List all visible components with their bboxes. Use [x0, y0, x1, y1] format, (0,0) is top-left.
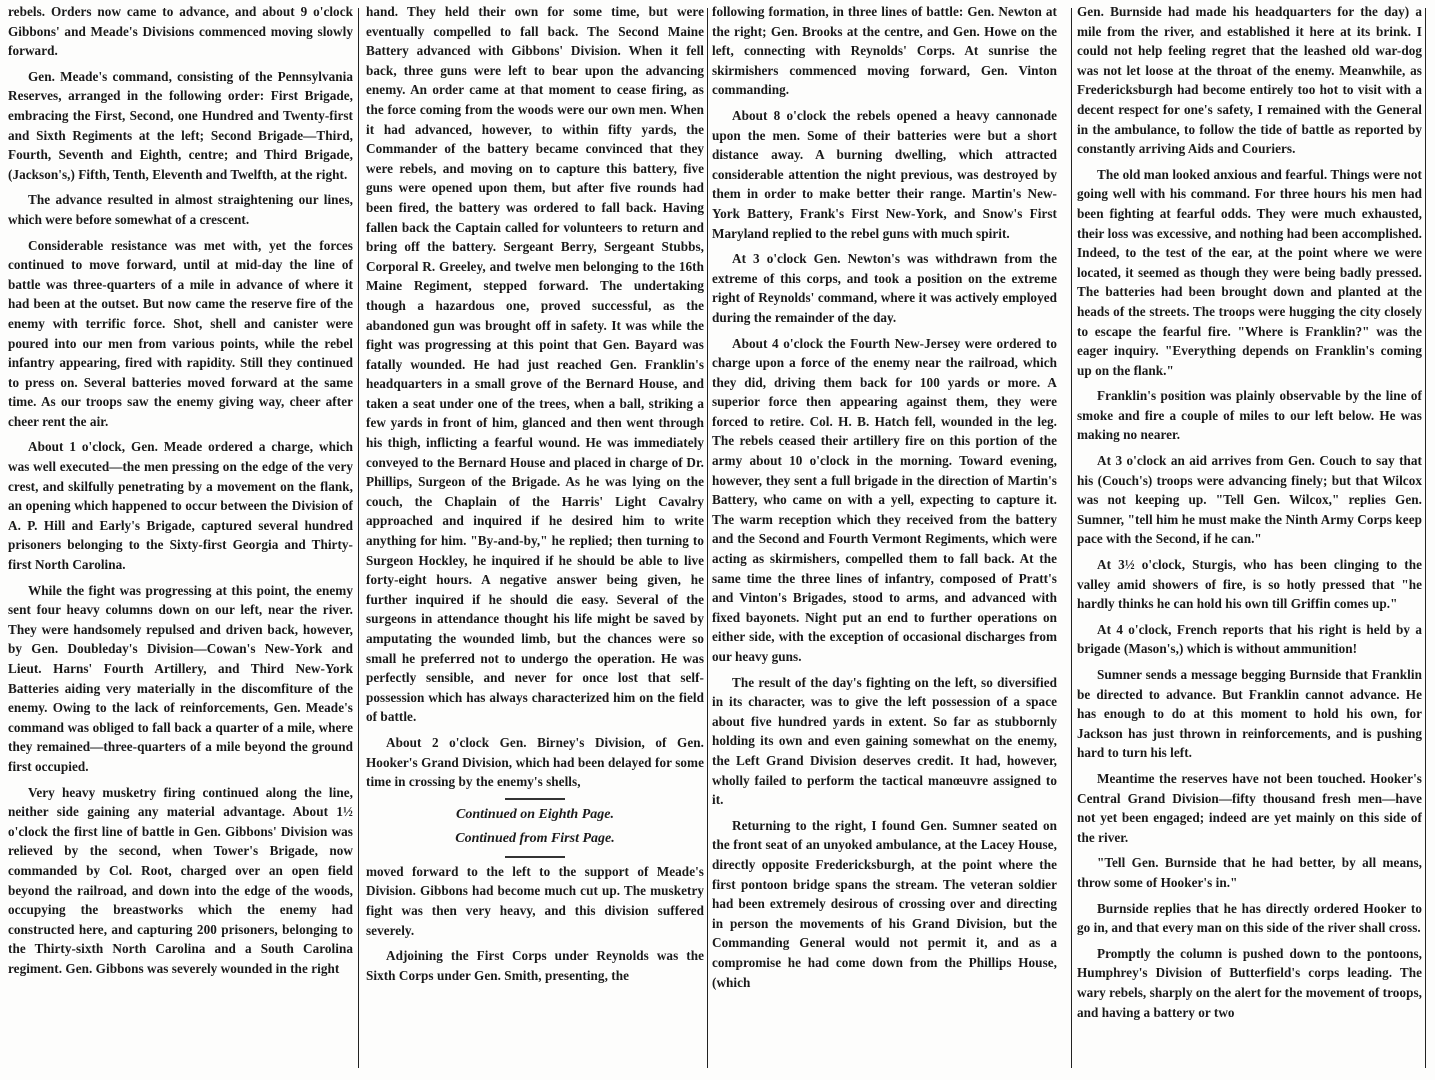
separator-rule	[505, 856, 565, 858]
paragraph: Gen. Meade's command, consisting of the Pennsylvania Reserves, arranged in the following order: First Brigade, embracing the First, Second, one Hundred and Twenty-first and Sixth Regiments at the left; Second Brigade—Third, Fourth, Seventh and Eighth, centre; and Third Brigade, (Jackson's,) Fifth, Tenth, Eleventh and Twelfth, at the right.	[8, 68, 353, 182]
paragraph: following formation, in three lines of battle: Gen. Newton at the right; Gen. Brooks at the centre, and Gen. Howe on the left, connecting with Reynolds' Corps. At sunrise the skirmishers commenced moving forward, Gen. Vinton commanding.	[712, 4, 1057, 98]
paragraph: moved forward to the left to the support of Meade's Division. Gibbons had become much cut up. The musketry fight was then very heavy, and this division suffered severely.	[366, 863, 704, 938]
paragraph: At 3 o'clock an aid arrives from Gen. Couch to say that his (Couch's) troops were advancing finely; but that Wilcox was not keeping up. "Tell Gen. Wilcox," replies Gen. Sumner, "tell him he must make the Ninth Army Corps keep pace with the Second, if he can."	[1077, 453, 1422, 547]
continued-on-notice: Continued on Eighth Page.	[456, 806, 614, 822]
paragraph: hand. They held their own for some time, but were eventually compelled to fall back. The Second Maine Battery advanced with Gibbons' Division. When it fell back, three guns were left to bear upon the advancing enemy. An order came at that moment to cease firing, as the force coming from the woods were our own men. When it had advanced, however, to within fifty yards, the Commander of the battery became convinced that they were rebels, and moving on to capture this battery, five guns were opened upon them, but after five rounds had been fired, the battery was ordered to fall back. Having fallen back the Captain called for volunteers to return and bring off the battery. Sergeant Berry, Sergeant Stubbs, Corporal R. Greeley, and twelve men belonging to the 16th Maine Regiment, stepped forward. The undertaking though a hazardous one, proved successful, as the abandoned gun was brought off in safety. It was while the fight was progressing at this point that Gen. Bayard was fatally wounded. He had just reached Gen. Franklin's headquarters in a small grove of the Bernard House, and taken a seat under one of the trees, when a ball, striking a few yards in front of him, glanced and then went through his thigh, inflicting a fearful wound. He was immediately conveyed to the Bernard House and placed in charge of Dr. Phillips, Surgeon of the Brigade. As he was lying on the couch, the Chaplain of the Harris' Light Cavalry approached and inquired if he desired him to write anything for him. "By-and-by," he replied; then turning to Surgeon Hockley, he inquired if he should be able to live forty-eight hours. A negative answer being given, he further inquired if he should die easy. Several of the surgeons in attendance thought his life might be saved by amputating the wounded limb, but the chances were so small he preferred not to undergo the operation. He was perfectly sensible, and never for once lost that self-possession which has always characterized him on the field of battle.	[366, 4, 704, 725]
column-divider	[358, 8, 359, 1068]
paragraph: While the fight was progressing at this point, the enemy sent four heavy columns down on our left, near the river. They were handsomely repulsed and driven back, however, by Gen. Doubleday's Division—Cowan's New-York and Lieut. Harns' Fourth Artillery, and Third New-York Batteries aiding very materially in the discomfiture of the enemy. Owing to the lack of reinforcements, Gen. Meade's command was obliged to fall back a quarter of a mile, where they remained—three-quarters of a mile beyond the ground first occupied.	[8, 582, 353, 774]
paragraph: Considerable resistance was met with, yet the forces continued to move forward, until at mid-day the line of battle was three-quarters of a mile in advance of where it had been at the outset. But now came the reserve fire of the enemy with terrific force. Shot, shell and canister were poured into our men from various points, while the rebel infantry appearing, fired with rapidity. Still they continued to press on. Several batteries moved forward at the same time. As our troops saw the enemy giving way, cheer after cheer rent the air.	[8, 237, 353, 429]
paragraph: Very heavy musketry firing continued along the line, neither side gaining any material advantage. About 1½ o'clock the first line of battle in Gen. Gibbons' Division was relieved by the second, when Tower's Brigade, now commanded by Col. Root, charged over an open field beyond the railroad, and down into the edge of the woods, occupying the breastworks which the enemy had constructed here, and capturing 200 prisoners, belonging to the Thirty-sixth North Carolina and a South Carolina regiment. Gen. Gibbons was severely wounded in the right	[8, 784, 353, 976]
paragraph: At 3 o'clock Gen. Newton's was withdrawn from the extreme of this corps, and took a position on the extreme right of Reynolds' command, where it was actively employed during the remainder of the day.	[712, 251, 1057, 325]
paragraph: Burnside replies that he has directly ordered Hooker to go in, and that every man on this side of the river shall cross.	[1077, 900, 1422, 936]
paragraph: Gen. Burnside had made his headquarters for the day) a mile from the river, and established it here at its brink. I could not help feeling regret that the leashed old war-dog was not let loose at the throat of the enemy. Meanwhile, as Fredericksburgh had become entirely too hot to visit with a decent respect for one's safety, I remained with the General in the ambulance, to follow the tide of battle as reported by constantly arriving Aids and Couriers.	[1077, 4, 1422, 157]
paragraph: About 2 o'clock Gen. Birney's Division, of Gen. Hooker's Grand Division, which had been delayed for some time in crossing by the enemy's shells,	[366, 734, 704, 790]
paragraph: Promptly the column is pushed down to the pontoons, Humphrey's Division of Butterfield's corps leading. The wary rebels, sharply on the alert for the movement of troops, and having a battery or two	[1077, 945, 1422, 1020]
column-3	[712, 0, 1057, 998]
paragraph: About 1 o'clock, Gen. Meade ordered a charge, which was well executed—the men pressing on the edge of the very crest, and skilfully penetrating by a movement on the flank, an opening which happened to occur between the Division of A. P. Hill and Early's Brigade, captured several hundred prisoners belonging to the Sixty-first Georgia and Thirty-first North Carolina.	[8, 439, 353, 573]
paragraph: rebels. Orders now came to advance, and about 9 o'clock Gibbons' and Meade's Divisions commenced moving slowly forward.	[8, 4, 353, 59]
continued-from-notice: Continued from First Page.	[455, 830, 615, 846]
column-divider	[707, 8, 708, 1068]
paragraph: Franklin's position was plainly observable by the line of smoke and fire a couple of miles to our left below. He was making no nearer.	[1077, 388, 1422, 443]
paragraph: About 8 o'clock the rebels opened a heavy cannonade upon the men. Some of their batteries were but a short distance away. A burning dwelling, which attracted considerable attention the night previous, was destroyed by them in order to make better their range. Martin's New-York Battery, Frank's First New-York, and Snow's First Maryland replied to the rebel guns with much spirit.	[712, 107, 1057, 241]
column-2	[366, 0, 704, 991]
paragraph: The result of the day's fighting on the left, so diversified in its character, was to give the left possession of a space about five hundred yards in extent. So far as stubbornly holding its own and even gaining somewhat on the enemy, the Left Grand Division deserves credit. It had, however, wholly failed to perform the tactical manœuvre assigned to it.	[712, 674, 1057, 808]
column-divider	[1425, 8, 1426, 1068]
column-divider	[1071, 8, 1072, 1068]
column-4	[1077, 0, 1422, 1028]
paragraph: Meantime the reserves have not been touched. Hooker's Central Grand Division—fifty thousand fresh men—have not yet been engaged; indeed are yet mainly on this side of the river.	[1077, 770, 1422, 845]
paragraph: Adjoining the First Corps under Reynolds was the Sixth Corps under Gen. Smith, presenting, the	[366, 948, 704, 983]
paragraph: "Tell Gen. Burnside that he had better, by all means, throw some of Hooker's in."	[1077, 855, 1422, 890]
paragraph: Sumner sends a message begging Burnside that Franklin be directed to advance. But Franklin cannot advance. He has enough to do at this moment to hold his own, for Jackson has just thrown in reinforcements, and is pushing hard to turn his left.	[1077, 667, 1422, 761]
separator-rule	[505, 798, 565, 800]
paragraph: The advance resulted in almost straightening our lines, which were before somewhat of a crescent.	[8, 192, 353, 227]
paragraph: About 4 o'clock the Fourth New-Jersey were ordered to charge upon a force of the enemy near the railroad, which they did, driving them back for 100 yards or more. A superior force then appearing against them, they were forced to retire. Col. H. B. Hatch fell, wounded in the leg. The rebels ceased their artillery fire on this portion of the army about 10 o'clock in the morning. Toward evening, however, they sent a full brigade in the direction of Martin's Battery, who came on with a yell, expecting to capture it. The warm reception which they received from the battery and the Second and Fourth Vermont Regiments, which were acting as skirmishers, compelled them to fall back. At the same time the three lines of infantry, composed of Pratt's and Vinton's Brigades, stood to arms, and advanced with fixed bayonets. Night put an end to further operations on either side, with the exception of occasional discharges from our heavy guns.	[712, 335, 1057, 664]
paragraph: Returning to the right, I found Gen. Sumner seated on the front seat of an unyoked ambulance, at the Lacey House, directly opposite Fredericksburgh, at the point where the first pontoon bridge spans the stream. The veteran soldier had been extremely desirous of crossing over and directing in person the movements of his Grand Division, but the Commanding General would not permit it, and as a compromise he had come down from the Phillips House, (which	[712, 817, 1057, 990]
paragraph: The old man looked anxious and fearful. Things were not going well with his command. For three hours his men had been fighting at fearful odds. They were much exhausted, their loss was excessive, and nothing had been accomplished. Indeed, to the test of the ear, at the point where we were located, it seemed as though they were being badly pressed. The batteries had been brought down and planted at the heads of the streets. The troops were hugging the city closely to escape the fearful fire. "Where is Franklin?" was the eager inquiry. "Everything depends on Franklin's coming up on the flank."	[1077, 166, 1422, 378]
paragraph: At 3½ o'clock, Sturgis, who has been clinging to the valley amid showers of fire, is so hotly pressed that "he hardly thinks he can hold his own till Griffin comes up."	[1077, 557, 1422, 612]
paragraph: At 4 o'clock, French reports that his right is held by a brigade (Mason's,) which is without ammunition!	[1077, 621, 1422, 657]
column-1	[8, 0, 353, 985]
